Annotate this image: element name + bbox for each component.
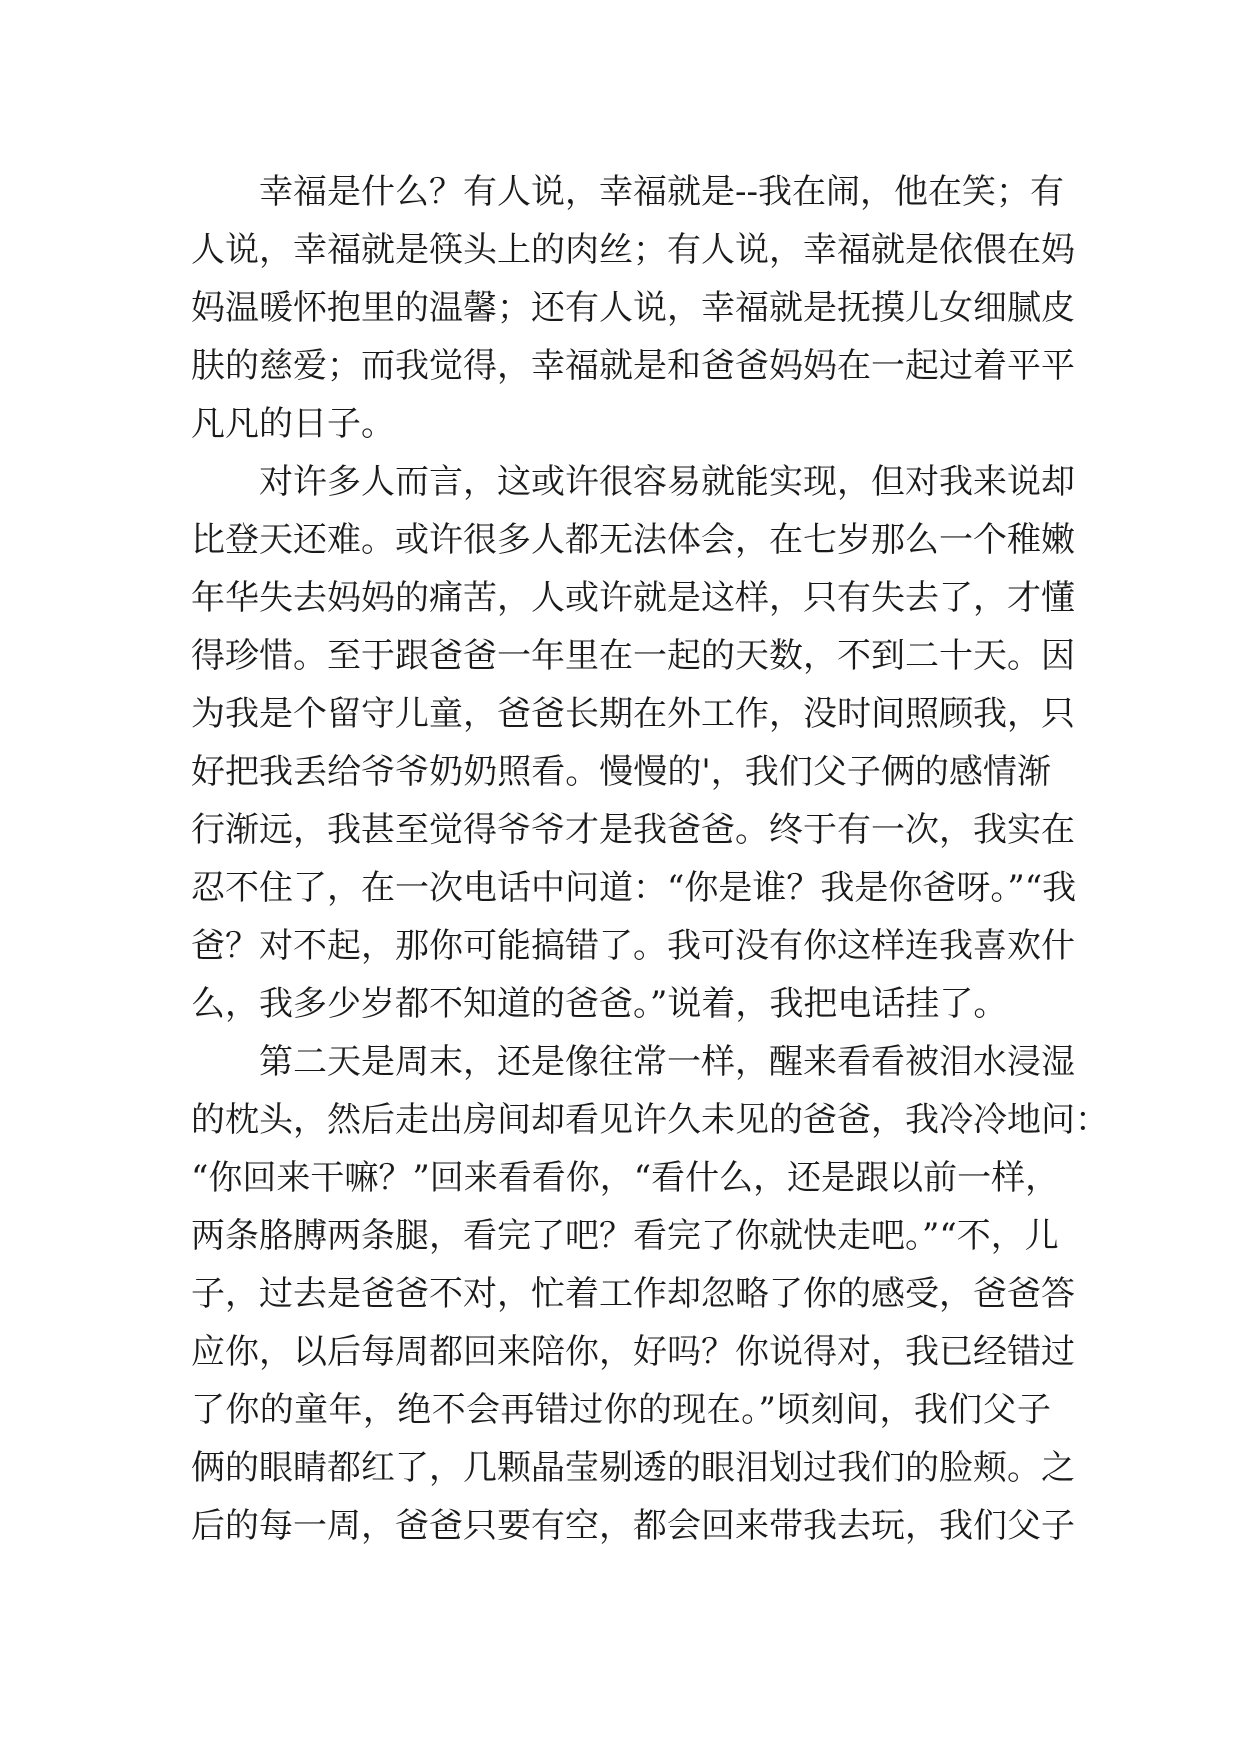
paragraph-3	[191, 1033, 1109, 1555]
essay-body	[191, 163, 1109, 1555]
paragraph-line: 妈温暖怀抱里的温馨；还有人说，幸福就是抚摸儿女细腻皮	[191, 288, 1075, 328]
paragraph-line: 子，过去是爸爸不对，忙着工作却忽略了你的感受，爸爸答	[191, 1274, 1075, 1314]
paragraph-line: “你回来干嘛？”回来看看你，“看什么，还是跟以前一样，	[191, 1158, 1060, 1198]
paragraph-line: 了你的童年，绝不会再错过你的现在。”顷刻间，我们父子	[191, 1390, 1051, 1430]
paragraph-line: 比登天还难。或许很多人都无法体会，在七岁那么一个稚嫩	[191, 520, 1075, 560]
paragraph-line: 应你，以后每周都回来陪你，好吗？你说得对，我已经错过	[191, 1332, 1075, 1372]
paragraph-line: 人说，幸福就是筷头上的肉丝；有人说，幸福就是依偎在妈	[191, 230, 1075, 270]
paragraph-2	[191, 453, 1077, 1033]
paragraph-line: 行渐远，我甚至觉得爷爷才是我爸爸。终于有一次，我实在	[191, 810, 1075, 850]
paragraph-1	[191, 163, 1075, 453]
paragraph-line: 么，我多少岁都不知道的爸爸。”说着，我把电话挂了。	[191, 984, 1008, 1024]
paragraph-line: 爸？对不起，那你可能搞错了。我可没有你这样连我喜欢什	[191, 926, 1075, 966]
paragraph-line: 年华失去妈妈的痛苦，人或许就是这样，只有失去了，才懂	[191, 578, 1075, 618]
paragraph-line: 为我是个留守儿童，爸爸长期在外工作，没时间照顾我，只	[191, 694, 1075, 734]
paragraph-line: 得珍惜。至于跟爸爸一年里在一起的天数，不到二十天。因	[191, 636, 1075, 676]
paragraph-line: 的枕头，然后走出房间却看见许久未见的爸爸，我冷冷地问：	[191, 1100, 1109, 1140]
paragraph-line: 俩的眼睛都红了，几颗晶莹剔透的眼泪划过我们的脸颊。之	[191, 1448, 1075, 1488]
paragraph-line: 后的每一周，爸爸只要有空，都会回来带我去玩，我们父子	[191, 1506, 1075, 1546]
paragraph-line: 对许多人而言，这或许很容易就能实现，但对我来说却	[259, 462, 1075, 502]
paragraph-line: 凡凡的日子。	[191, 404, 395, 444]
paragraph-line: 好把我丢给爷爷奶奶照看。慢慢的'，我们父子俩的感情渐	[191, 752, 1051, 792]
paragraph-line: 两条胳膊两条腿，看完了吧？看完了你就快走吧。”“不，儿	[191, 1216, 1059, 1256]
paragraph-line: 忍不住了，在一次电话中问道：“你是谁？我是你爸呀。”“我	[191, 868, 1077, 908]
paragraph-line: 第二天是周末，还是像往常一样，醒来看看被泪水浸湿	[259, 1042, 1075, 1082]
paragraph-line: 幸福是什么？有人说，幸福就是--我在闹，他在笑；有	[259, 172, 1064, 212]
paragraph-line: 肤的慈爱；而我觉得，幸福就是和爸爸妈妈在一起过着平平	[191, 346, 1075, 386]
